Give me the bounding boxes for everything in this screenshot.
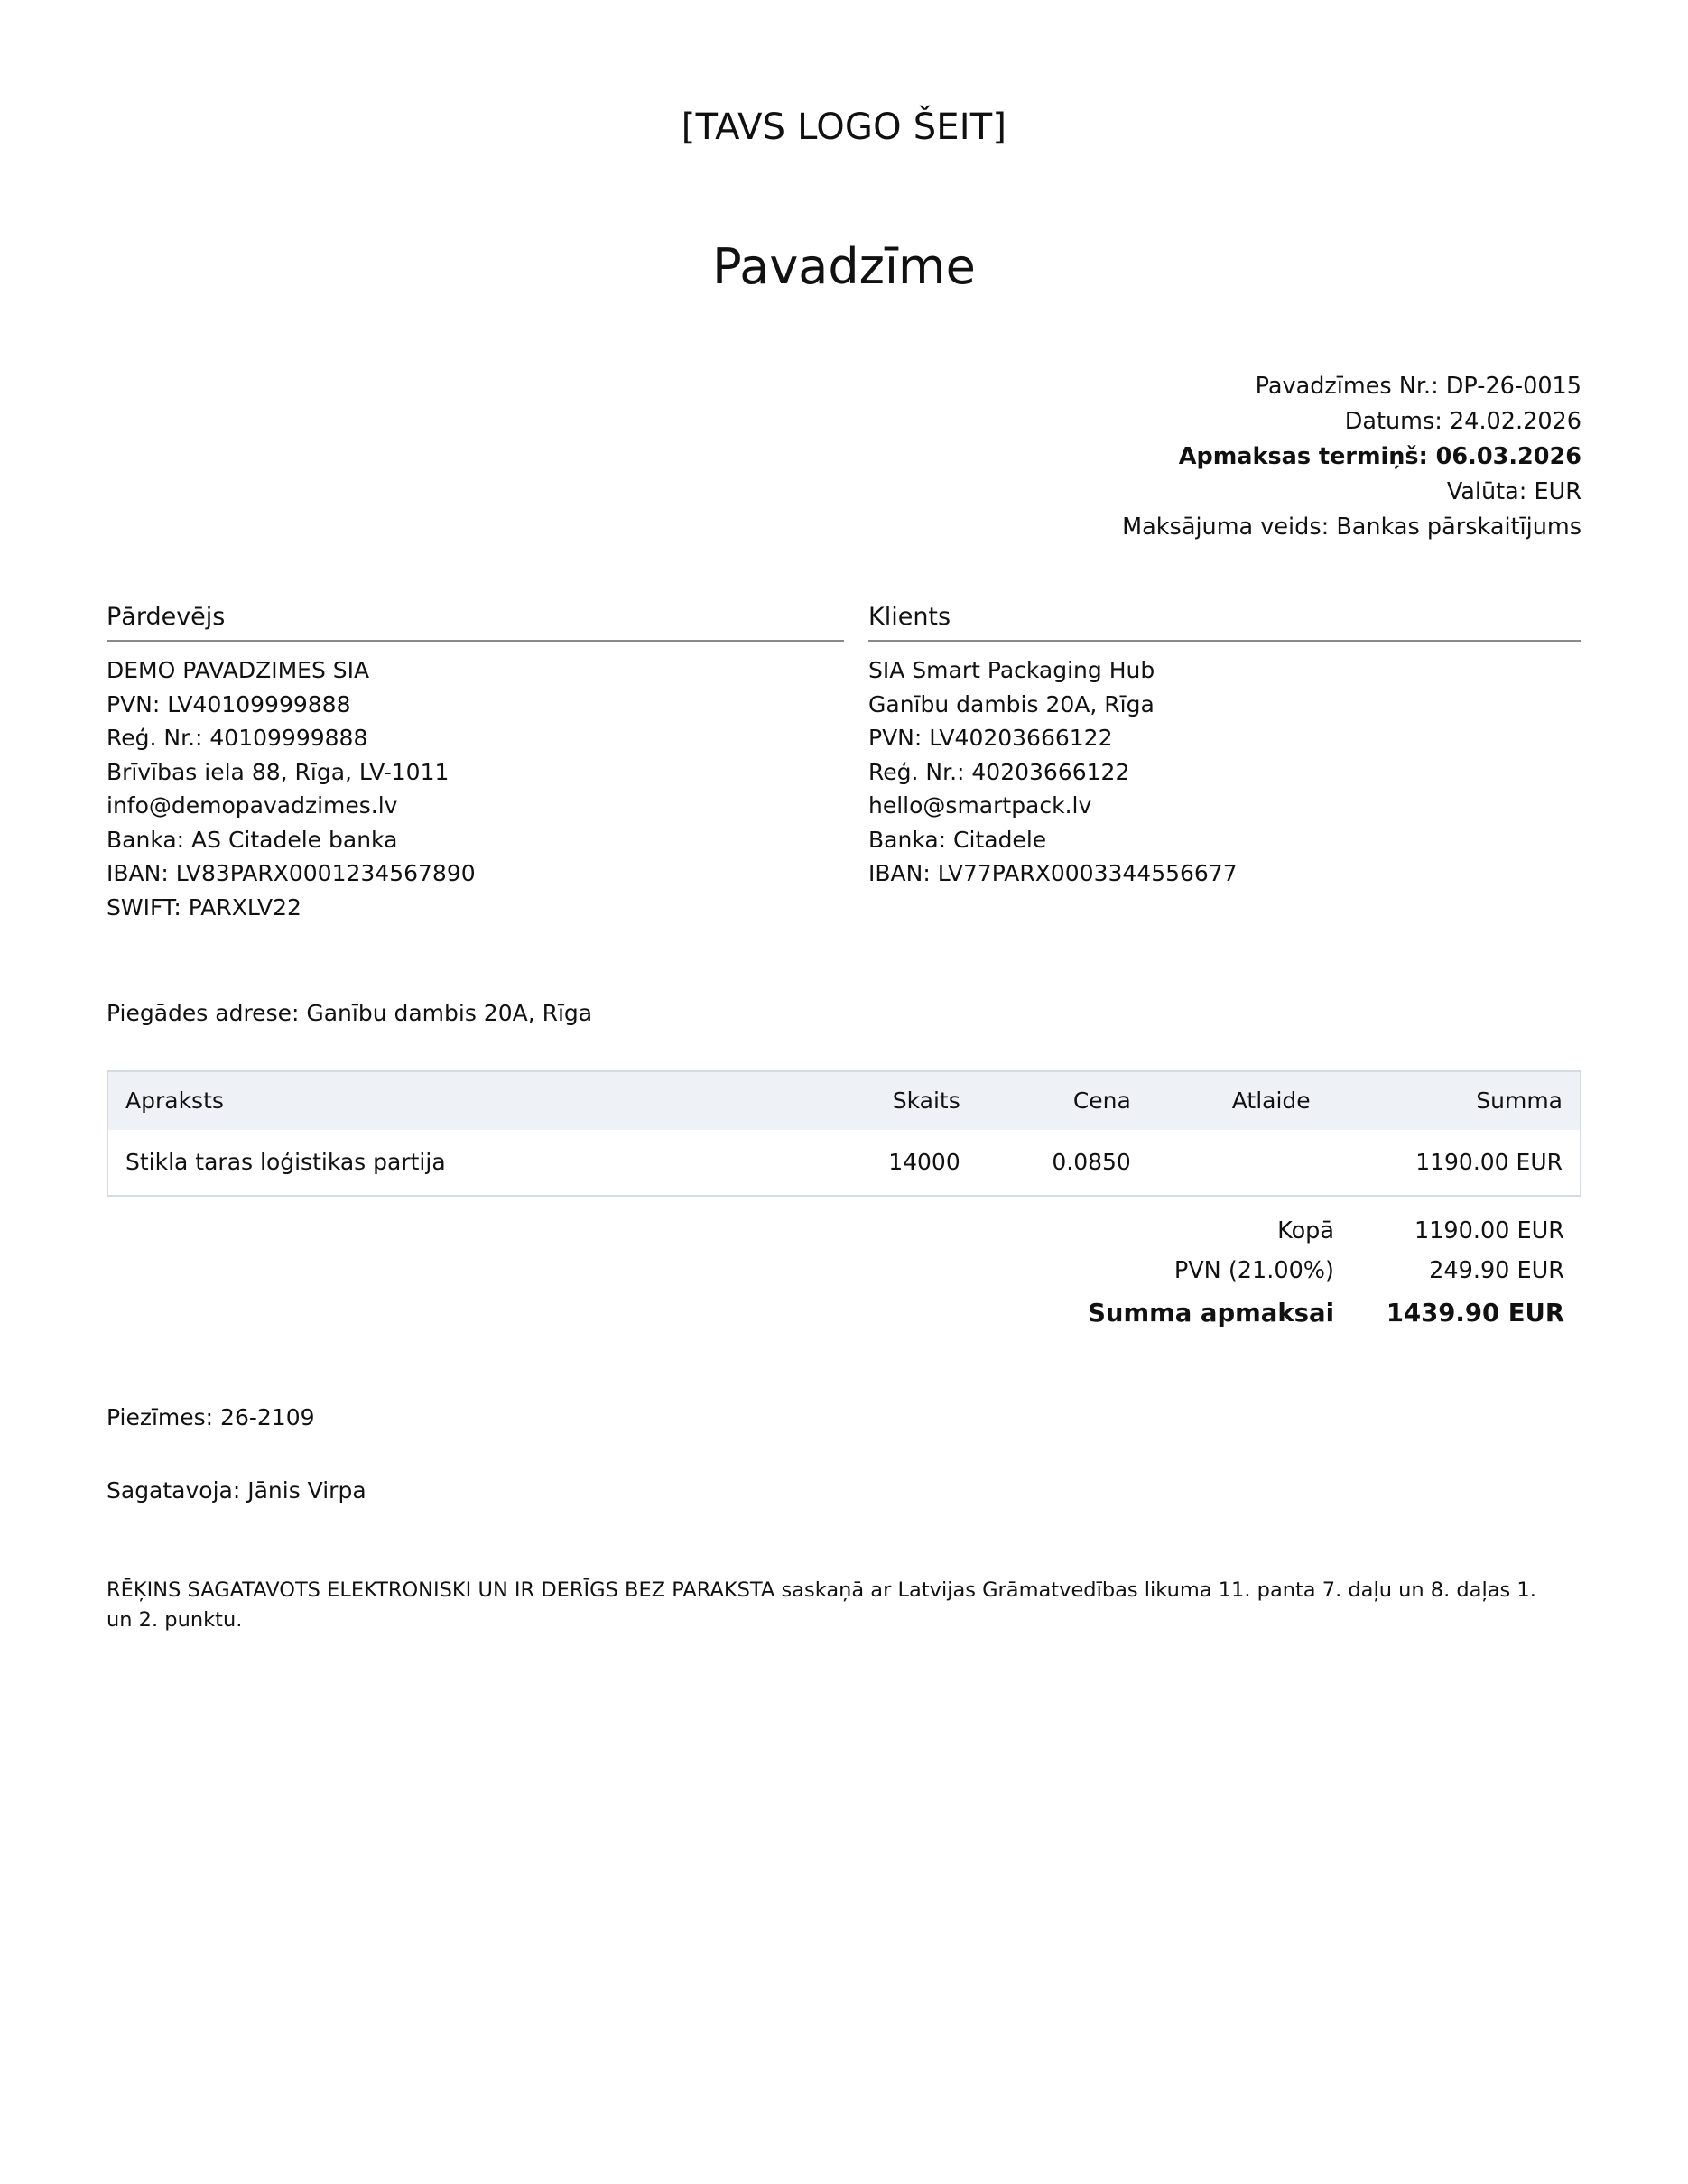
prepared-by-text: Sagatavoja: Jānis Virpa bbox=[107, 1477, 366, 1504]
grand-total-label: Summa apmaksai bbox=[1088, 1299, 1334, 1328]
client-line: Banka: Citadele bbox=[868, 826, 1047, 853]
seller-line: SWIFT: PARXLV22 bbox=[107, 893, 301, 921]
invoice-meta bbox=[107, 369, 1581, 545]
parties-section bbox=[107, 602, 1581, 924]
column-header-quantity: Skaits bbox=[760, 1072, 960, 1130]
client-divider bbox=[868, 640, 1581, 642]
client-line: Ganību dambis 20A, Rīga bbox=[868, 690, 1155, 717]
client-block bbox=[844, 602, 1581, 924]
client-line: hello@smartpack.lv bbox=[868, 792, 1092, 819]
seller-line: IBAN: LV83PARX0001234567890 bbox=[107, 860, 476, 886]
vat-label: PVN (21.00%) bbox=[1173, 1257, 1334, 1284]
column-header-discount: Atlaide bbox=[1131, 1072, 1311, 1130]
delivery-address: Piegādes adrese: Ganību dambis 20A, Rīga bbox=[107, 1000, 593, 1026]
seller-line: DEMO PAVADZIMES SIA bbox=[107, 657, 370, 683]
items-table-body bbox=[108, 1130, 1580, 1195]
document-title-block bbox=[107, 238, 1581, 295]
meta-payment-method: Maksājuma veids: Bankas pārskaitījums bbox=[1122, 514, 1581, 541]
cell-quantity: 14000 bbox=[760, 1130, 960, 1195]
seller-line: Brīvības iela 88, Rīga, LV-1011 bbox=[107, 758, 450, 785]
items-table-container bbox=[107, 1070, 1581, 1197]
seller-line: Banka: AS Citadele banka bbox=[107, 826, 398, 853]
subtotal-label: Kopā bbox=[1277, 1217, 1334, 1245]
subtotal-value: 1190.00 EUR bbox=[1414, 1217, 1564, 1245]
column-header-price: Cena bbox=[960, 1072, 1131, 1130]
client-line: PVN: LV40203666122 bbox=[868, 725, 1113, 751]
items-table bbox=[108, 1072, 1580, 1195]
legal-disclaimer: RĒĶINS SAGATAVOTS ELEKTRONISKI UN IR DERĪGS BEZ PARAKSTA saskaņā ar Latvijas Grāmatvedības likuma 11. panta 7. daļu un 8. daļas 1. un 2. punktu. bbox=[107, 1578, 1536, 1632]
seller-line: Reģ. Nr.: 40109999888 bbox=[107, 725, 368, 751]
meta-invoice-number: Pavadzīmes Nr.: DP-26-0015 bbox=[1255, 373, 1581, 400]
cell-amount: 1190.00 EUR bbox=[1311, 1130, 1580, 1195]
seller-heading: Pārdevējs bbox=[107, 603, 226, 631]
meta-date: Datums: 24.02.2026 bbox=[1344, 408, 1581, 435]
client-line: SIA Smart Packaging Hub bbox=[868, 657, 1155, 683]
totals-section bbox=[107, 1211, 1581, 1334]
cell-price: 0.0850 bbox=[960, 1130, 1131, 1195]
cell-discount bbox=[1131, 1130, 1311, 1195]
cell-description: Stikla taras loģistikas partija bbox=[108, 1130, 760, 1195]
column-header-description: Apraksts bbox=[108, 1072, 760, 1130]
totals-row-vat bbox=[1088, 1251, 1581, 1291]
client-line: Reģ. Nr.: 40203666122 bbox=[868, 758, 1130, 785]
seller-line: info@demopavadzimes.lv bbox=[107, 792, 398, 819]
items-table-header bbox=[108, 1072, 1580, 1130]
page-title: Pavadzīme bbox=[712, 238, 976, 295]
seller-line: PVN: LV40109999888 bbox=[107, 690, 351, 717]
meta-currency: Valūta: EUR bbox=[1446, 478, 1581, 505]
table-header-row bbox=[108, 1072, 1580, 1130]
totals-table bbox=[1088, 1211, 1581, 1334]
meta-due-date: Apmaksas termiņš: 06.03.2026 bbox=[1178, 443, 1581, 470]
column-header-amount: Summa bbox=[1311, 1072, 1580, 1130]
seller-block bbox=[107, 602, 844, 924]
vat-value: 249.90 EUR bbox=[1429, 1257, 1564, 1284]
client-line: IBAN: LV77PARX0003344556677 bbox=[868, 860, 1238, 886]
seller-divider bbox=[107, 640, 844, 642]
grand-total-value: 1439.90 EUR bbox=[1386, 1299, 1564, 1328]
logo-block bbox=[107, 0, 1581, 148]
logo-placeholder: [TAVS LOGO ŠEIT] bbox=[681, 106, 1007, 148]
totals-row-subtotal bbox=[1088, 1211, 1581, 1251]
client-heading: Klients bbox=[868, 603, 951, 631]
notes-text: Piezīmes: 26-2109 bbox=[107, 1404, 315, 1430]
table-row bbox=[108, 1130, 1580, 1195]
totals-row-grand bbox=[1088, 1291, 1581, 1334]
